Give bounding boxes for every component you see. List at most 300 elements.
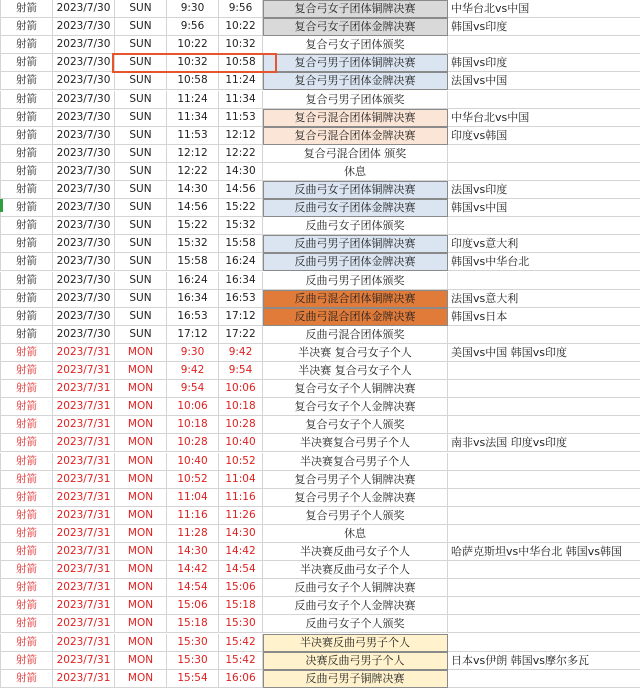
date-cell[interactable]: 2023/7/31 — [53, 453, 115, 471]
table-row — [0, 453, 640, 471]
end-time-cell[interactable]: 9:54 — [219, 362, 263, 380]
date-cell[interactable]: 2023/7/30 — [53, 272, 115, 290]
matchup-note-cell[interactable]: 中华台北vs中国 — [448, 0, 640, 18]
end-time-cell[interactable]: 16:53 — [219, 290, 263, 308]
table-row — [0, 561, 640, 579]
event-cell[interactable]: 反曲弓男子铜牌决赛 — [263, 670, 448, 688]
weekday-cell[interactable]: SUN — [115, 0, 167, 18]
start-time-cell[interactable]: 14:30 — [167, 543, 219, 561]
weekday-cell[interactable]: SUN — [115, 72, 167, 90]
end-time-cell[interactable]: 11:26 — [219, 507, 263, 525]
end-time-cell[interactable]: 10:58 — [219, 54, 263, 72]
matchup-note-cell[interactable] — [448, 163, 640, 181]
start-time-cell[interactable]: 11:16 — [167, 507, 219, 525]
matchup-note-cell[interactable]: 法国vs中国 — [448, 72, 640, 90]
start-time-cell[interactable]: 11:04 — [167, 489, 219, 507]
date-cell[interactable]: 2023/7/31 — [53, 561, 115, 579]
weekday-cell[interactable]: MON — [115, 634, 167, 652]
weekday-cell[interactable]: SUN — [115, 109, 167, 127]
start-time-cell[interactable]: 9:54 — [167, 380, 219, 398]
sport-cell[interactable]: 射箭 — [0, 145, 53, 163]
date-cell[interactable]: 2023/7/30 — [53, 54, 115, 72]
table-row — [0, 290, 640, 308]
weekday-cell[interactable]: SUN — [115, 253, 167, 271]
weekday-cell[interactable]: SUN — [115, 36, 167, 54]
date-cell[interactable]: 2023/7/30 — [53, 326, 115, 344]
start-time-cell[interactable]: 10:58 — [167, 72, 219, 90]
matchup-note-cell[interactable]: 韩国vs印度 — [448, 54, 640, 72]
event-cell[interactable]: 反曲弓女子团体铜牌决赛 — [263, 181, 448, 199]
matchup-note-cell[interactable] — [448, 670, 640, 688]
weekday-cell[interactable]: MON — [115, 652, 167, 670]
weekday-cell[interactable]: MON — [115, 489, 167, 507]
sport-cell[interactable]: 射箭 — [0, 525, 53, 543]
date-cell[interactable]: 2023/7/31 — [53, 579, 115, 597]
end-time-cell[interactable]: 15:06 — [219, 579, 263, 597]
table-row — [0, 489, 640, 507]
weekday-cell[interactable]: MON — [115, 525, 167, 543]
sport-cell[interactable]: 射箭 — [0, 597, 53, 615]
sport-cell[interactable]: 射箭 — [0, 54, 53, 72]
date-cell[interactable]: 2023/7/31 — [53, 344, 115, 362]
table-row — [0, 235, 640, 253]
weekday-cell[interactable]: SUN — [115, 54, 167, 72]
table-row — [0, 199, 640, 217]
table-row — [0, 434, 640, 452]
end-time-cell[interactable]: 11:16 — [219, 489, 263, 507]
date-cell[interactable]: 2023/7/31 — [53, 525, 115, 543]
sport-cell[interactable]: 射箭 — [0, 670, 53, 688]
start-time-cell[interactable]: 15:32 — [167, 235, 219, 253]
event-cell[interactable]: 复合弓男子团体颁奖 — [263, 91, 448, 109]
end-time-cell[interactable]: 12:22 — [219, 145, 263, 163]
event-cell[interactable]: 复合弓混合团体金牌决赛 — [263, 127, 448, 145]
sport-cell[interactable]: 射箭 — [0, 543, 53, 561]
end-time-cell[interactable]: 16:24 — [219, 253, 263, 271]
start-time-cell[interactable]: 11:53 — [167, 127, 219, 145]
event-cell[interactable]: 半决赛反曲弓女子个人 — [263, 561, 448, 579]
start-time-cell[interactable]: 15:22 — [167, 217, 219, 235]
weekday-cell[interactable]: SUN — [115, 217, 167, 235]
sport-cell[interactable]: 射箭 — [0, 127, 53, 145]
end-time-cell[interactable]: 10:32 — [219, 36, 263, 54]
end-time-cell[interactable]: 15:18 — [219, 597, 263, 615]
sport-cell[interactable]: 射箭 — [0, 453, 53, 471]
end-time-cell[interactable]: 15:42 — [219, 652, 263, 670]
start-time-cell[interactable]: 14:42 — [167, 561, 219, 579]
table-row — [0, 597, 640, 615]
matchup-note-cell[interactable] — [448, 145, 640, 163]
weekday-cell[interactable]: MON — [115, 453, 167, 471]
table-row — [0, 398, 640, 416]
table-row — [0, 163, 640, 181]
matchup-note-cell[interactable] — [448, 615, 640, 633]
weekday-cell[interactable]: MON — [115, 579, 167, 597]
sport-cell[interactable]: 射箭 — [0, 36, 53, 54]
table-row — [0, 145, 640, 163]
table-row — [0, 308, 640, 326]
start-time-cell[interactable]: 10:06 — [167, 398, 219, 416]
sport-cell[interactable]: 射箭 — [0, 109, 53, 127]
sport-cell[interactable]: 射箭 — [0, 91, 53, 109]
matchup-note-cell[interactable] — [448, 561, 640, 579]
table-row — [0, 181, 640, 199]
start-time-cell[interactable]: 11:28 — [167, 525, 219, 543]
start-time-cell[interactable]: 9:56 — [167, 18, 219, 36]
sport-cell[interactable]: 射箭 — [0, 416, 53, 434]
sport-cell[interactable]: 射箭 — [0, 72, 53, 90]
date-cell[interactable]: 2023/7/31 — [53, 634, 115, 652]
event-cell[interactable]: 半决赛复合弓男子个人 — [263, 453, 448, 471]
end-time-cell[interactable]: 10:52 — [219, 453, 263, 471]
start-time-cell[interactable]: 15:30 — [167, 652, 219, 670]
table-row — [0, 380, 640, 398]
end-time-cell[interactable]: 17:12 — [219, 308, 263, 326]
weekday-cell[interactable]: SUN — [115, 91, 167, 109]
event-cell[interactable]: 反曲弓女子个人颁奖 — [263, 615, 448, 633]
event-cell[interactable]: 复合弓混合团体 颁奖 — [263, 145, 448, 163]
sport-cell[interactable]: 射箭 — [0, 615, 53, 633]
event-cell[interactable]: 休息 — [263, 163, 448, 181]
matchup-note-cell[interactable] — [448, 525, 640, 543]
event-cell[interactable]: 复合弓女子团体铜牌决赛 — [263, 0, 448, 18]
date-cell[interactable]: 2023/7/31 — [53, 434, 115, 452]
end-time-cell[interactable]: 14:30 — [219, 163, 263, 181]
end-time-cell[interactable]: 9:42 — [219, 344, 263, 362]
event-cell[interactable]: 复合弓男子个人金牌决赛 — [263, 489, 448, 507]
date-cell[interactable]: 2023/7/31 — [53, 615, 115, 633]
end-time-cell[interactable]: 10:28 — [219, 416, 263, 434]
end-time-cell[interactable]: 15:30 — [219, 615, 263, 633]
date-cell[interactable]: 2023/7/31 — [53, 489, 115, 507]
matchup-note-cell[interactable]: 韩国vs中华台北 — [448, 253, 640, 271]
weekday-cell[interactable]: SUN — [115, 163, 167, 181]
sport-cell[interactable]: 射箭 — [0, 272, 53, 290]
sport-cell[interactable]: 射箭 — [0, 326, 53, 344]
table-row — [0, 344, 640, 362]
date-cell[interactable]: 2023/7/31 — [53, 398, 115, 416]
weekday-cell[interactable]: MON — [115, 398, 167, 416]
matchup-note-cell[interactable] — [448, 326, 640, 344]
date-cell[interactable]: 2023/7/31 — [53, 471, 115, 489]
event-cell[interactable]: 反曲弓女子个人金牌决赛 — [263, 597, 448, 615]
weekday-cell[interactable]: MON — [115, 380, 167, 398]
start-time-cell[interactable]: 10:28 — [167, 434, 219, 452]
table-row — [0, 127, 640, 145]
event-cell[interactable]: 反曲弓女子团体金牌决赛 — [263, 199, 448, 217]
event-cell[interactable]: 复合弓女子个人颁奖 — [263, 416, 448, 434]
date-cell[interactable]: 2023/7/30 — [53, 109, 115, 127]
sport-cell[interactable]: 射箭 — [0, 290, 53, 308]
sport-cell[interactable]: 射箭 — [0, 398, 53, 416]
table-row — [0, 54, 640, 72]
event-cell[interactable]: 半决赛反曲弓女子个人 — [263, 543, 448, 561]
date-cell[interactable]: 2023/7/30 — [53, 91, 115, 109]
start-time-cell[interactable]: 14:54 — [167, 579, 219, 597]
event-cell[interactable]: 反曲弓男子团体颁奖 — [263, 272, 448, 290]
table-row — [0, 109, 640, 127]
sport-cell[interactable]: 射箭 — [0, 181, 53, 199]
weekday-cell[interactable]: SUN — [115, 290, 167, 308]
sport-cell[interactable]: 射箭 — [0, 471, 53, 489]
start-time-cell[interactable]: 10:52 — [167, 471, 219, 489]
table-row — [0, 253, 640, 271]
sport-cell[interactable]: 射箭 — [0, 561, 53, 579]
event-cell[interactable]: 半决赛复合弓男子个人 — [263, 434, 448, 452]
event-cell[interactable]: 决赛反曲弓男子个人 — [263, 652, 448, 670]
date-cell[interactable]: 2023/7/30 — [53, 199, 115, 217]
event-cell[interactable]: 半决赛反曲弓男子个人 — [263, 634, 448, 652]
table-row — [0, 217, 640, 235]
sport-cell[interactable]: 射箭 — [0, 308, 53, 326]
start-time-cell[interactable]: 10:32 — [167, 54, 219, 72]
weekday-cell[interactable]: SUN — [115, 18, 167, 36]
table-row — [0, 91, 640, 109]
end-time-cell[interactable]: 11:34 — [219, 91, 263, 109]
matchup-note-cell[interactable]: 中华台北vs中国 — [448, 109, 640, 127]
sport-cell[interactable]: 射箭 — [0, 652, 53, 670]
weekday-cell[interactable]: SUN — [115, 235, 167, 253]
start-time-cell[interactable]: 15:58 — [167, 253, 219, 271]
date-cell[interactable]: 2023/7/30 — [53, 0, 115, 18]
matchup-note-cell[interactable]: 法国vs印度 — [448, 181, 640, 199]
event-cell[interactable]: 反曲弓混合团体金牌决赛 — [263, 308, 448, 326]
weekday-cell[interactable]: SUN — [115, 199, 167, 217]
event-cell[interactable]: 反曲弓女子个人铜牌决赛 — [263, 579, 448, 597]
matchup-note-cell[interactable]: 韩国vs中国 — [448, 199, 640, 217]
date-cell[interactable]: 2023/7/30 — [53, 145, 115, 163]
matchup-note-cell[interactable] — [448, 362, 640, 380]
event-cell[interactable]: 复合弓男子团体铜牌决赛 — [263, 54, 448, 72]
weekday-cell[interactable]: SUN — [115, 272, 167, 290]
table-row — [0, 652, 640, 670]
end-time-cell[interactable]: 10:22 — [219, 18, 263, 36]
start-time-cell[interactable]: 16:53 — [167, 308, 219, 326]
date-cell[interactable]: 2023/7/30 — [53, 163, 115, 181]
date-cell[interactable]: 2023/7/30 — [53, 18, 115, 36]
date-cell[interactable]: 2023/7/31 — [53, 670, 115, 688]
table-row — [0, 416, 640, 434]
sport-cell[interactable]: 射箭 — [0, 434, 53, 452]
weekday-cell[interactable]: MON — [115, 434, 167, 452]
weekday-cell[interactable]: MON — [115, 670, 167, 688]
matchup-note-cell[interactable] — [448, 489, 640, 507]
start-time-cell[interactable]: 17:12 — [167, 326, 219, 344]
table-row — [0, 615, 640, 633]
date-cell[interactable]: 2023/7/30 — [53, 290, 115, 308]
event-cell[interactable]: 复合弓女子团体颁奖 — [263, 36, 448, 54]
start-time-cell[interactable]: 15:06 — [167, 597, 219, 615]
start-time-cell[interactable]: 11:34 — [167, 109, 219, 127]
matchup-note-cell[interactable]: 印度vs韩国 — [448, 127, 640, 145]
event-cell[interactable]: 反曲弓混合团体铜牌决赛 — [263, 290, 448, 308]
end-time-cell[interactable]: 16:34 — [219, 272, 263, 290]
table-row — [0, 0, 640, 18]
end-time-cell[interactable]: 15:22 — [219, 199, 263, 217]
row-marker — [0, 199, 3, 212]
end-time-cell[interactable]: 14:30 — [219, 525, 263, 543]
sport-cell[interactable]: 射箭 — [0, 253, 53, 271]
end-time-cell[interactable]: 11:24 — [219, 72, 263, 90]
sport-cell[interactable]: 射箭 — [0, 217, 53, 235]
weekday-cell[interactable]: MON — [115, 615, 167, 633]
event-cell[interactable]: 复合弓女子个人铜牌决赛 — [263, 380, 448, 398]
date-cell[interactable]: 2023/7/30 — [53, 253, 115, 271]
matchup-note-cell[interactable]: 韩国vs印度 — [448, 18, 640, 36]
end-time-cell[interactable]: 10:06 — [219, 380, 263, 398]
event-cell[interactable]: 反曲弓男子团体铜牌决赛 — [263, 235, 448, 253]
end-time-cell[interactable]: 15:42 — [219, 634, 263, 652]
weekday-cell[interactable]: SUN — [115, 326, 167, 344]
start-time-cell[interactable]: 16:24 — [167, 272, 219, 290]
matchup-note-cell[interactable] — [448, 380, 640, 398]
weekday-cell[interactable]: SUN — [115, 181, 167, 199]
start-time-cell[interactable]: 14:30 — [167, 181, 219, 199]
date-cell[interactable]: 2023/7/30 — [53, 127, 115, 145]
weekday-cell[interactable]: MON — [115, 507, 167, 525]
sport-cell[interactable]: 射箭 — [0, 235, 53, 253]
matchup-note-cell[interactable] — [448, 579, 640, 597]
weekday-cell[interactable]: MON — [115, 597, 167, 615]
start-time-cell[interactable]: 10:40 — [167, 453, 219, 471]
table-row — [0, 507, 640, 525]
event-cell[interactable]: 复合弓女子团体金牌决赛 — [263, 18, 448, 36]
event-cell[interactable]: 反曲弓混合团体颁奖 — [263, 326, 448, 344]
sport-cell[interactable]: 射箭 — [0, 362, 53, 380]
event-cell[interactable]: 反曲弓男子团体金牌决赛 — [263, 253, 448, 271]
date-cell[interactable]: 2023/7/30 — [53, 72, 115, 90]
weekday-cell[interactable]: MON — [115, 344, 167, 362]
start-time-cell[interactable]: 15:18 — [167, 615, 219, 633]
matchup-note-cell[interactable]: 印度vs意大利 — [448, 235, 640, 253]
event-cell[interactable]: 复合弓女子个人金牌决赛 — [263, 398, 448, 416]
matchup-note-cell[interactable]: 美国vs中国 韩国vs印度 — [448, 344, 640, 362]
matchup-note-cell[interactable] — [448, 398, 640, 416]
end-time-cell[interactable]: 11:04 — [219, 471, 263, 489]
start-time-cell[interactable]: 9:30 — [167, 344, 219, 362]
sport-cell[interactable]: 射箭 — [0, 344, 53, 362]
date-cell[interactable]: 2023/7/31 — [53, 362, 115, 380]
sport-cell[interactable]: 射箭 — [0, 163, 53, 181]
start-time-cell[interactable]: 10:18 — [167, 416, 219, 434]
table-row — [0, 543, 640, 561]
start-time-cell[interactable]: 12:22 — [167, 163, 219, 181]
matchup-note-cell[interactable]: 韩国vs日本 — [448, 308, 640, 326]
event-cell[interactable]: 反曲弓女子团体颁奖 — [263, 217, 448, 235]
end-time-cell[interactable]: 14:56 — [219, 181, 263, 199]
sport-cell[interactable]: 射箭 — [0, 634, 53, 652]
sport-cell[interactable]: 射箭 — [0, 0, 53, 18]
matchup-note-cell[interactable] — [448, 597, 640, 615]
date-cell[interactable]: 2023/7/31 — [53, 507, 115, 525]
end-time-cell[interactable]: 10:18 — [219, 398, 263, 416]
weekday-cell[interactable]: MON — [115, 543, 167, 561]
date-cell[interactable]: 2023/7/30 — [53, 217, 115, 235]
matchup-note-cell[interactable]: 日本vs伊朗 韩国vs摩尔多瓦 — [448, 652, 640, 670]
event-cell[interactable]: 复合弓男子个人铜牌决赛 — [263, 471, 448, 489]
end-time-cell[interactable]: 10:40 — [219, 434, 263, 452]
sport-cell[interactable]: 射箭 — [0, 489, 53, 507]
end-time-cell[interactable]: 15:32 — [219, 217, 263, 235]
table-row — [0, 471, 640, 489]
table-row — [0, 272, 640, 290]
date-cell[interactable]: 2023/7/30 — [53, 235, 115, 253]
sport-cell[interactable]: 射箭 — [0, 380, 53, 398]
start-time-cell[interactable]: 15:30 — [167, 634, 219, 652]
end-time-cell[interactable]: 16:06 — [219, 670, 263, 688]
weekday-cell[interactable]: MON — [115, 471, 167, 489]
start-time-cell[interactable]: 15:54 — [167, 670, 219, 688]
matchup-note-cell[interactable]: 哈萨克斯坦vs中华台北 韩国vs韩国 — [448, 543, 640, 561]
end-time-cell[interactable]: 12:12 — [219, 127, 263, 145]
weekday-cell[interactable]: SUN — [115, 145, 167, 163]
event-cell[interactable]: 复合弓混合团体铜牌决赛 — [263, 109, 448, 127]
start-time-cell[interactable]: 9:30 — [167, 0, 219, 18]
end-time-cell[interactable]: 14:54 — [219, 561, 263, 579]
table-row — [0, 362, 640, 380]
matchup-note-cell[interactable] — [448, 634, 640, 652]
matchup-note-cell[interactable] — [448, 217, 640, 235]
table-row — [0, 525, 640, 543]
event-cell[interactable]: 休息 — [263, 525, 448, 543]
matchup-note-cell[interactable] — [448, 272, 640, 290]
start-time-cell[interactable]: 12:12 — [167, 145, 219, 163]
start-time-cell[interactable]: 16:34 — [167, 290, 219, 308]
sport-cell[interactable]: 射箭 — [0, 507, 53, 525]
date-cell[interactable]: 2023/7/31 — [53, 416, 115, 434]
date-cell[interactable]: 2023/7/31 — [53, 380, 115, 398]
matchup-note-cell[interactable] — [448, 471, 640, 489]
weekday-cell[interactable]: MON — [115, 416, 167, 434]
date-cell[interactable]: 2023/7/31 — [53, 543, 115, 561]
table-row — [0, 634, 640, 652]
weekday-cell[interactable]: MON — [115, 362, 167, 380]
matchup-note-cell[interactable] — [448, 416, 640, 434]
date-cell[interactable]: 2023/7/31 — [53, 652, 115, 670]
sport-cell[interactable]: 射箭 — [0, 199, 53, 217]
matchup-note-cell[interactable] — [448, 91, 640, 109]
end-time-cell[interactable]: 11:53 — [219, 109, 263, 127]
date-cell[interactable]: 2023/7/30 — [53, 308, 115, 326]
end-time-cell[interactable]: 9:56 — [219, 0, 263, 18]
event-cell[interactable]: 复合弓男子团体金牌决赛 — [263, 72, 448, 90]
event-cell[interactable]: 半决赛 复合弓女子个人 — [263, 344, 448, 362]
date-cell[interactable]: 2023/7/31 — [53, 597, 115, 615]
weekday-cell[interactable]: SUN — [115, 127, 167, 145]
start-time-cell[interactable]: 10:22 — [167, 36, 219, 54]
date-cell[interactable]: 2023/7/30 — [53, 181, 115, 199]
sport-cell[interactable]: 射箭 — [0, 579, 53, 597]
matchup-note-cell[interactable] — [448, 507, 640, 525]
sport-cell[interactable]: 射箭 — [0, 18, 53, 36]
matchup-note-cell[interactable] — [448, 453, 640, 471]
matchup-note-cell[interactable]: 南非vs法国 印度vs印度 — [448, 434, 640, 452]
matchup-note-cell[interactable] — [448, 36, 640, 54]
start-time-cell[interactable]: 11:24 — [167, 91, 219, 109]
weekday-cell[interactable]: SUN — [115, 308, 167, 326]
event-cell[interactable]: 半决赛 复合弓女子个人 — [263, 362, 448, 380]
table-row — [0, 72, 640, 90]
end-time-cell[interactable]: 15:58 — [219, 235, 263, 253]
event-cell[interactable]: 复合弓男子个人颁奖 — [263, 507, 448, 525]
date-cell[interactable]: 2023/7/30 — [53, 36, 115, 54]
start-time-cell[interactable]: 9:42 — [167, 362, 219, 380]
end-time-cell[interactable]: 17:22 — [219, 326, 263, 344]
start-time-cell[interactable]: 14:56 — [167, 199, 219, 217]
end-time-cell[interactable]: 14:42 — [219, 543, 263, 561]
matchup-note-cell[interactable]: 法国vs意大利 — [448, 290, 640, 308]
weekday-cell[interactable]: MON — [115, 561, 167, 579]
